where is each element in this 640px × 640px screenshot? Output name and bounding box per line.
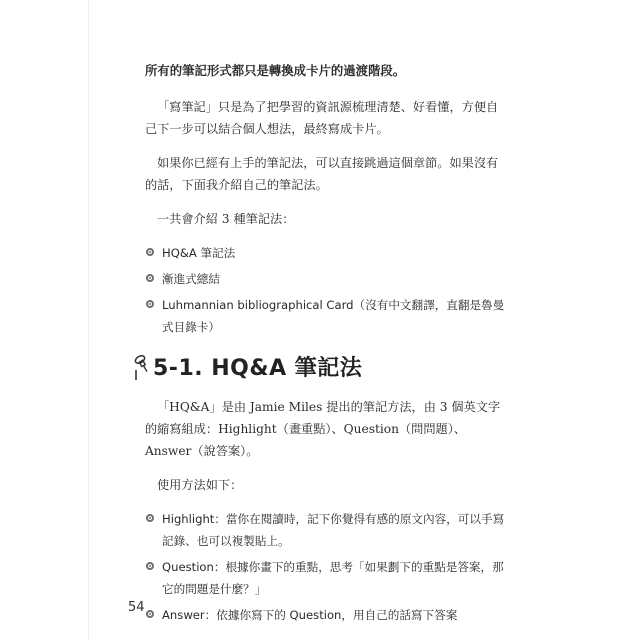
methods-list <box>145 242 505 338</box>
list-item-text: Answer：依據你寫下的 Question，用自己的話寫下答案 <box>162 608 458 622</box>
bullet-icon <box>146 610 154 618</box>
page-gutter-line <box>88 0 89 640</box>
list-item-text: HQ&A 筆記法 <box>162 246 236 260</box>
list-item <box>145 556 505 600</box>
pushpin-icon <box>133 354 151 380</box>
page-number: 54 <box>128 600 145 615</box>
paragraph: 「寫筆記」只是為了把學習的資訊源梳理清楚、好看懂，方便自己下一步可以結合個人想法，最終寫成卡片。 <box>145 100 499 136</box>
list-item <box>145 604 505 626</box>
list-item-text: Question：根據你畫下的重點，思考「如果劃下的重點是答案，那它的問題是什麼？」 <box>162 560 504 596</box>
bullet-icon <box>146 514 154 522</box>
list-item-text: Highlight：當你在閱讀時，記下你覺得有感的原文內容，可以手寫記錄、也可以複製貼上。 <box>162 512 505 548</box>
section-title: 5-1. HQ&A 筆記法 <box>153 356 363 381</box>
section-heading <box>133 352 505 392</box>
list-item-text: Luhmannian bibliographical Card（沒有中文翻譯，直翻是魯曼式目錄卡） <box>162 298 505 334</box>
steps-list <box>145 508 505 626</box>
bullet-icon <box>146 274 154 282</box>
paragraph: 使用方法如下： <box>157 478 243 492</box>
list-item <box>145 294 505 338</box>
bullet-icon <box>146 300 154 308</box>
list-item-text: 漸進式總結 <box>162 272 220 286</box>
list-item <box>145 242 505 264</box>
bullet-icon <box>146 562 154 570</box>
emphasis-statement: 所有的筆記形式都只是轉換成卡片的過渡階段。 <box>145 63 406 78</box>
paragraph: 「HQ&A」是由 Jamie Miles 提出的筆記方法，由 3 個英文字的縮寫組成：Highlight（畫重點）、Question（問問題）、Answer（說答案）。 <box>145 400 501 458</box>
page-body <box>145 60 505 634</box>
paragraph: 一共會介紹 3 種筆記法： <box>157 212 295 226</box>
list-item <box>145 268 505 290</box>
paragraph: 如果你已經有上手的筆記法，可以直接跳過這個章節。如果沒有的話，下面我介紹自己的筆記法。 <box>145 156 499 192</box>
list-item <box>145 508 505 552</box>
bullet-icon <box>146 248 154 256</box>
